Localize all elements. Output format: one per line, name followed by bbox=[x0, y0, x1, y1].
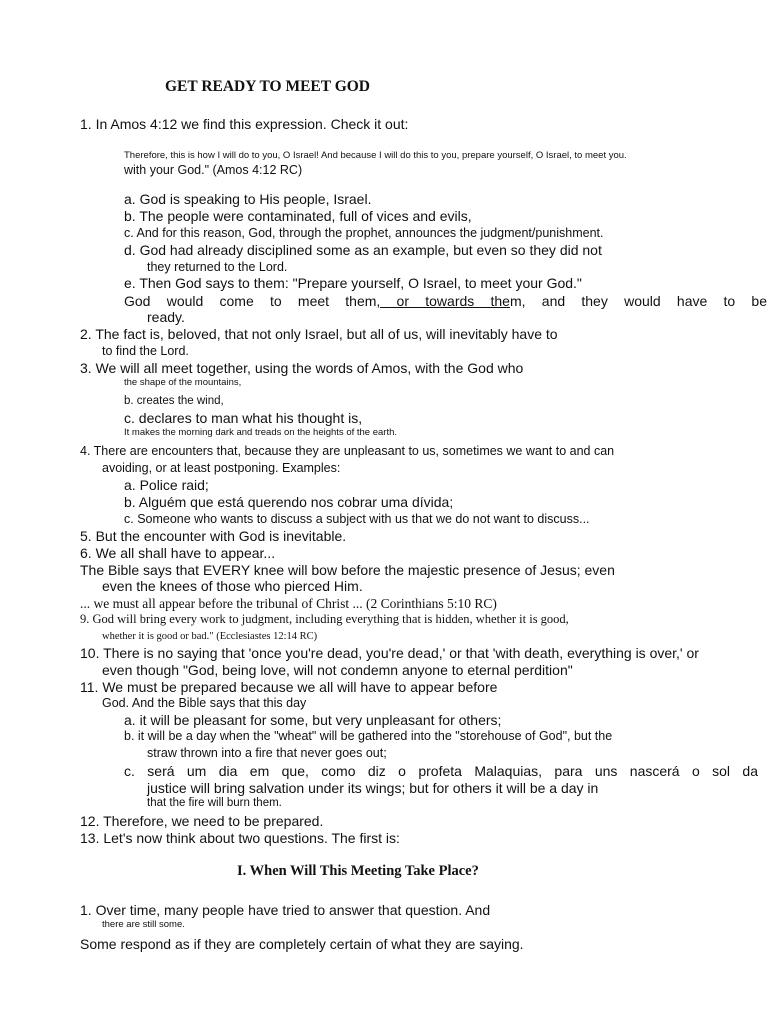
paragraph-11: 11. We must be prepared because we all will have to appear before bbox=[80, 679, 498, 695]
list-item-cont bbox=[124, 293, 767, 310]
paragraph-4-cont: avoiding, or at least postponing. Examples: bbox=[102, 461, 341, 475]
paragraph-12: 12. Therefore, we need to be prepared. bbox=[80, 813, 324, 829]
paragraph-13: 13. Let's now think about two questions. The first is: bbox=[80, 830, 400, 846]
list-item: b. it will be a day when the "wheat" will be gathered into the "storehouse of God", but the bbox=[124, 729, 613, 743]
paragraph-9-cont: whether it is good or bad." (Ecclesiastes 12:14 RC) bbox=[102, 631, 318, 642]
list-item-cont: straw thrown into a fire that never goes out; bbox=[147, 746, 387, 760]
list-item: a. it will be pleasant for some, but very unpleasant for others; bbox=[124, 712, 502, 728]
paragraph-5: 5. But the encounter with God is inevitable. bbox=[80, 528, 347, 544]
list-item-cont: that the fire will burn them. bbox=[147, 797, 282, 809]
list-item: e. Then God says to them: "Prepare yourself, O Israel, to meet your God." bbox=[124, 275, 582, 291]
list-item-cont: ready. bbox=[147, 309, 185, 325]
quote-line: Therefore, this is how I will do to you, O Israel! And because I will do this to you, prepare yourself, O Israel, to meet you. bbox=[124, 150, 627, 161]
scripture-line: ... we must all appear before the tribunal of Christ ... (2 Corinthians 5:10 RC) bbox=[80, 596, 497, 611]
paragraph-bible: The Bible says that EVERY knee will bow before the majestic presence of Jesus; even bbox=[80, 562, 615, 578]
list-item: It makes the morning dark and treads on the heights of the earth. bbox=[124, 427, 398, 438]
paragraph-10: 10. There is no saying that 'once you're dead, you're dead,' or that 'with death, everything is over,' or bbox=[80, 645, 699, 661]
list-item-cont: they returned to the Lord. bbox=[147, 260, 288, 274]
list-item: c. declares to man what his thought is, bbox=[124, 410, 363, 426]
paragraph-10-cont: even though "God, being love, will not condemn anyone to eternal perdition" bbox=[102, 662, 573, 678]
list-item: d. God had already disciplined some as an example, but even so they did not bbox=[124, 242, 602, 258]
text-span: God would come to meet them bbox=[124, 293, 377, 309]
paragraph-q1-cont: there are still some. bbox=[102, 919, 185, 930]
list-item: a. Police raid; bbox=[124, 477, 209, 493]
list-item: b. Alguém que está querendo nos cobrar uma dívida; bbox=[124, 494, 454, 510]
paragraph-q2: Some respond as if they are completely certain of what they are saying. bbox=[80, 936, 524, 952]
list-item: b. The people were contaminated, full of vices and evils, bbox=[124, 208, 472, 224]
list-item: c. será um dia em que, como diz o profeta Malaquias, para uns nascerá o sol da bbox=[124, 763, 758, 779]
list-item: b. creates the wind, bbox=[124, 395, 224, 407]
list-item: c. And for this reason, God, through the prophet, announces the judgment/punishment. bbox=[124, 226, 604, 240]
underlined-text: , or towards the bbox=[376, 293, 510, 309]
paragraph-2: 2. The fact is, beloved, that not only Israel, but all of us, will inevitably have to bbox=[80, 326, 558, 342]
paragraph-6: 6. We all shall have to appear... bbox=[80, 545, 276, 561]
paragraph-q1: 1. Over time, many people have tried to answer that question. And bbox=[80, 902, 491, 918]
quote-line: with your God." (Amos 4:12 RC) bbox=[124, 163, 303, 177]
paragraph-9: 9. God will bring every work to judgment, including everything that is hidden, whether it is good, bbox=[80, 612, 569, 626]
paragraph-2-cont: to find the Lord. bbox=[102, 344, 189, 358]
paragraph-3: 3. We will all meet together, using the words of Amos, with the God who bbox=[80, 360, 524, 376]
paragraph-1: 1. In Amos 4:12 we find this expression. Check it out: bbox=[80, 116, 409, 132]
list-item: the shape of the mountains, bbox=[124, 377, 242, 388]
section-heading: I. When Will This Meeting Take Place? bbox=[237, 863, 479, 879]
paragraph-bible-cont: even the knees of those who pierced Him. bbox=[102, 578, 363, 594]
paragraph-11-cont: God. And the Bible says that this day bbox=[102, 696, 307, 710]
list-item: c. Someone who wants to discuss a subject with us that we do not want to discuss... bbox=[124, 512, 590, 526]
list-item: a. God is speaking to His people, Israel. bbox=[124, 191, 372, 207]
list-item-cont: justice will bring salvation under its wings; but for others it will be a day in bbox=[147, 780, 599, 796]
page-title: GET READY TO MEET GOD bbox=[165, 78, 370, 95]
paragraph-4: 4. There are encounters that, because they are unpleasant to us, sometimes we want to and can bbox=[80, 444, 615, 458]
text-span: m, and they would have to be bbox=[509, 293, 767, 309]
